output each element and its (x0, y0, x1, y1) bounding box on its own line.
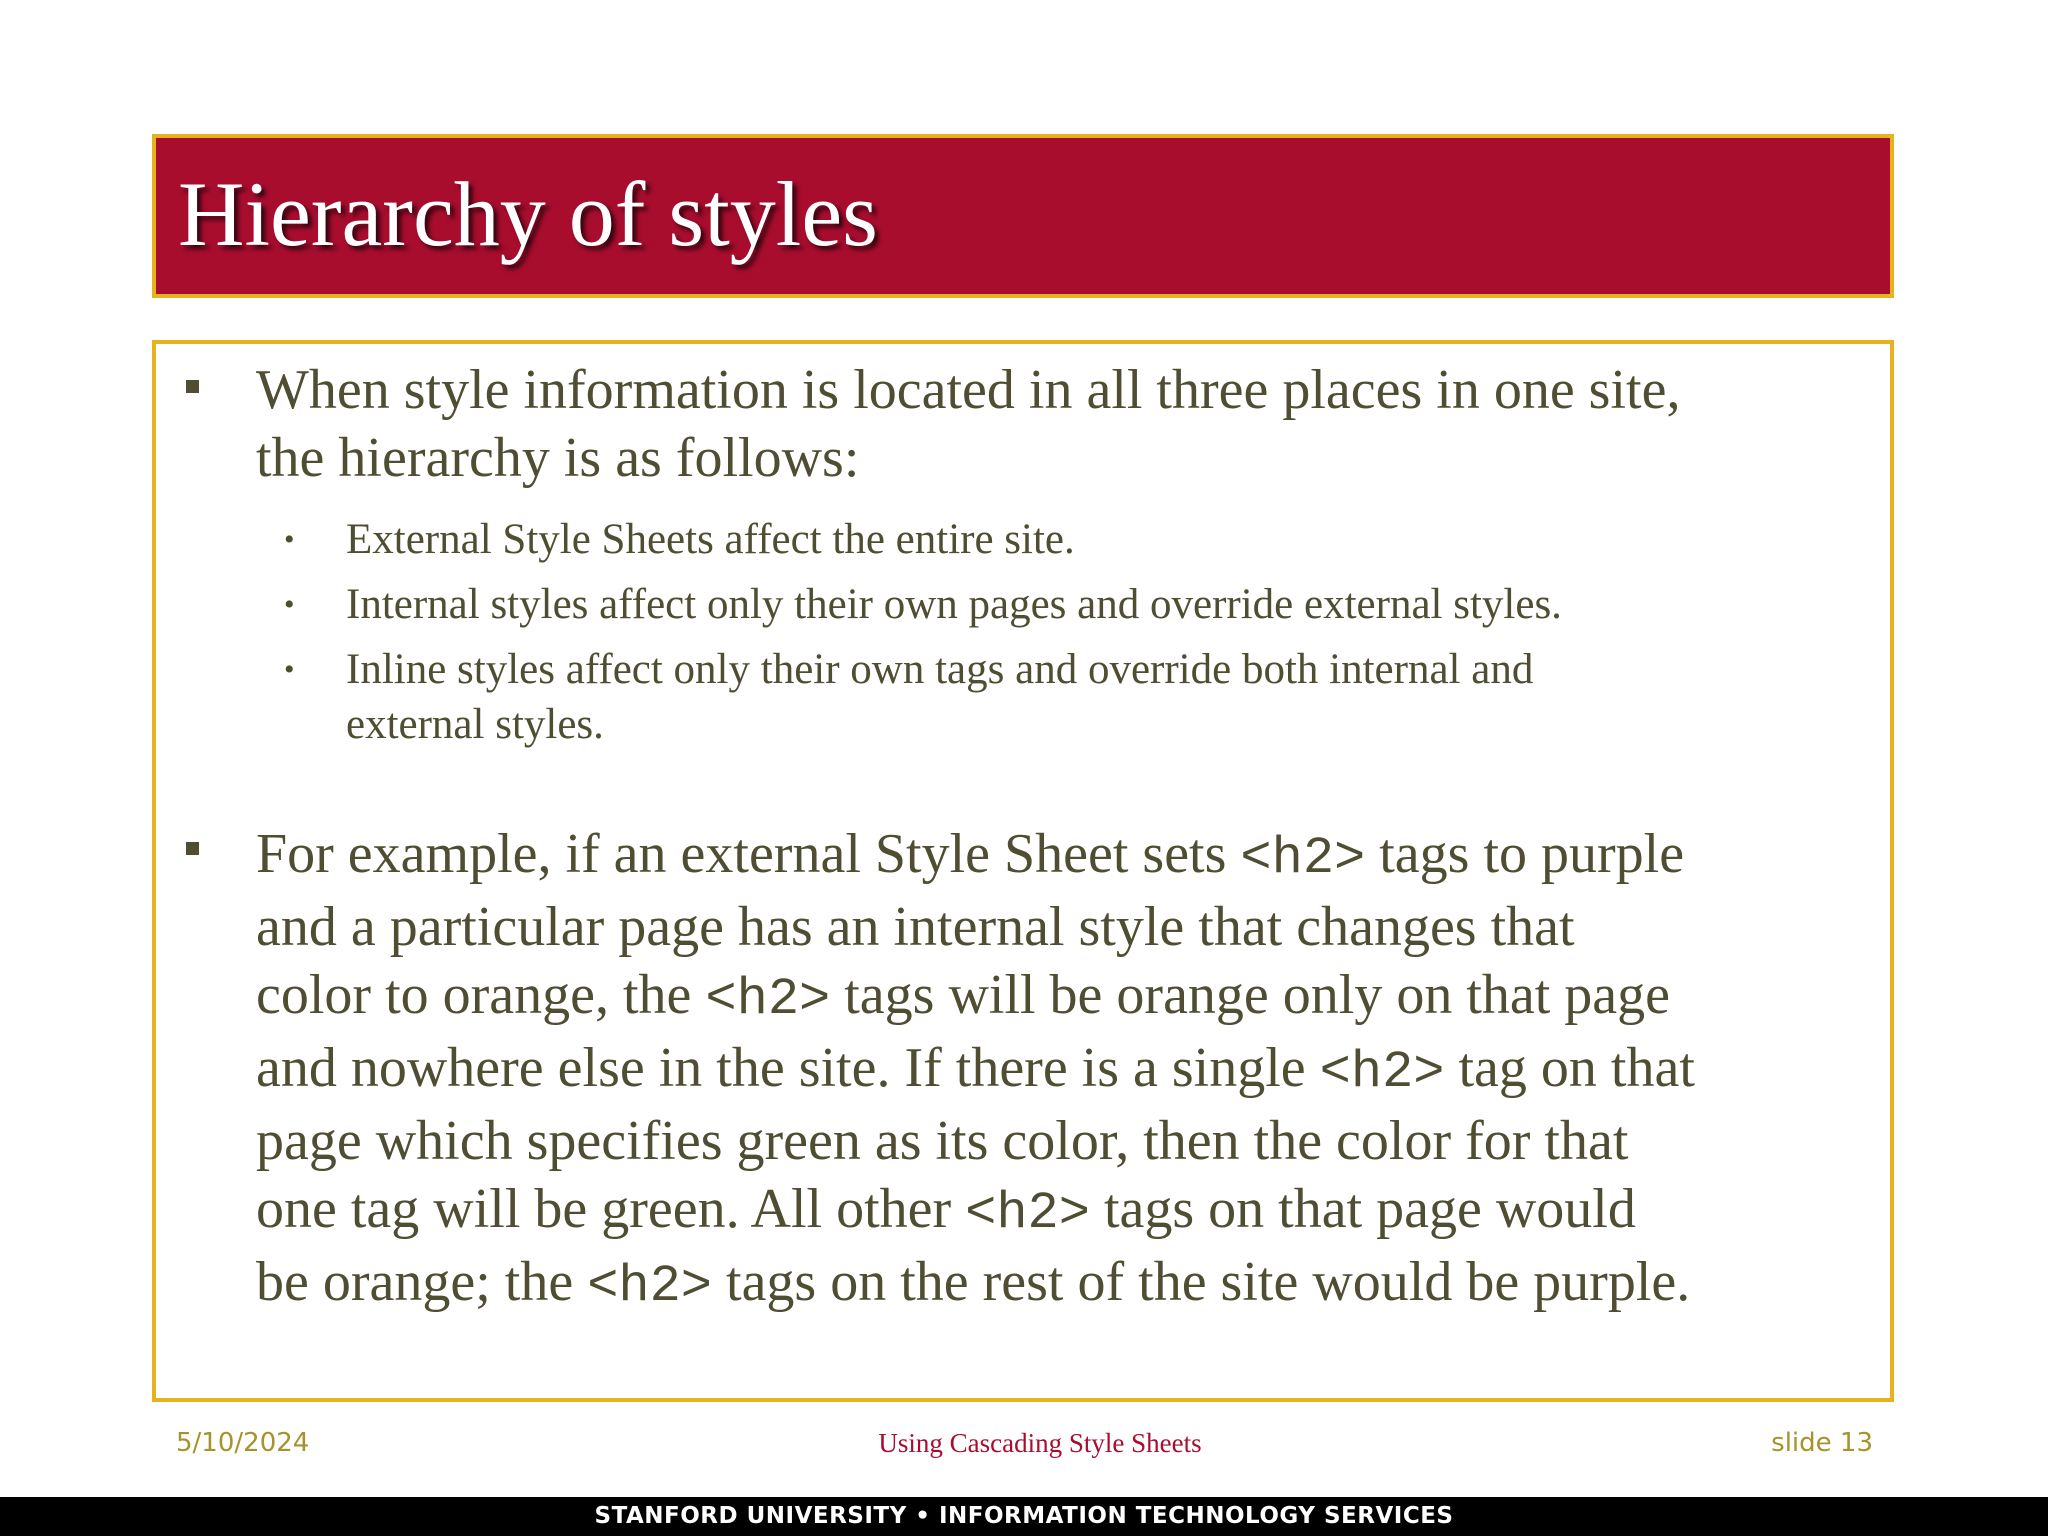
slide-title: Hierarchy of styles (178, 163, 878, 265)
sub-item-line: external styles. (346, 701, 604, 748)
bullet-square-icon (186, 380, 199, 393)
bullet-2-line: page which specifies green as its color, then the color for that (256, 1110, 1629, 1172)
bullet-2-line: be orange; the <h2> tags on the rest of the site would be purple. (256, 1251, 1691, 1316)
bullet-2-line: For example, if an external Style Sheet sets <h2> tags to purple (256, 823, 1685, 888)
bullet-2-line: and a particular page has an internal style that changes that (256, 896, 1575, 958)
bullet-1-text (256, 356, 1680, 492)
footer-title: Using Cascading Style Sheets (878, 1428, 1202, 1458)
sub-bullet-icon: • (284, 653, 295, 686)
bullet-2-text (256, 820, 1695, 1321)
bullet-1-line: the hierarchy is as follows: (256, 427, 860, 489)
university-banner: STANFORD UNIVERSITY • INFORMATION TECHNOLOGY SERVICES (0, 1497, 2048, 1536)
bullet-2-line: one tag will be green. All other <h2> tags on that page would (256, 1178, 1636, 1243)
bullet-2-line: color to orange, the <h2> tags will be orange only on that page (256, 964, 1671, 1029)
title-bar (152, 134, 1894, 298)
sub-item-internal (346, 577, 1562, 632)
sub-item-line: Inline styles affect only their own tags and override both internal and (346, 646, 1534, 693)
bullet-2-line: and nowhere else in the site. If there is a single <h2> tag on that (256, 1037, 1695, 1102)
sub-bullet-icon: • (284, 588, 295, 621)
bullet-1-line: When style information is located in all three places in one site, (256, 359, 1681, 421)
sub-bullet-icon: • (284, 523, 295, 556)
sub-item-external (346, 512, 1075, 567)
sub-item-line: External Style Sheets affect the entire site. (346, 516, 1075, 563)
sub-item-line: Internal styles affect only their own pages and override external styles. (346, 581, 1562, 628)
footer-date: 5/10/2024 (176, 1428, 310, 1458)
slide-number: slide 13 (1771, 1428, 1873, 1458)
bullet-square-icon (186, 842, 199, 855)
content-box (152, 340, 1894, 1402)
sub-item-inline (346, 642, 1533, 752)
